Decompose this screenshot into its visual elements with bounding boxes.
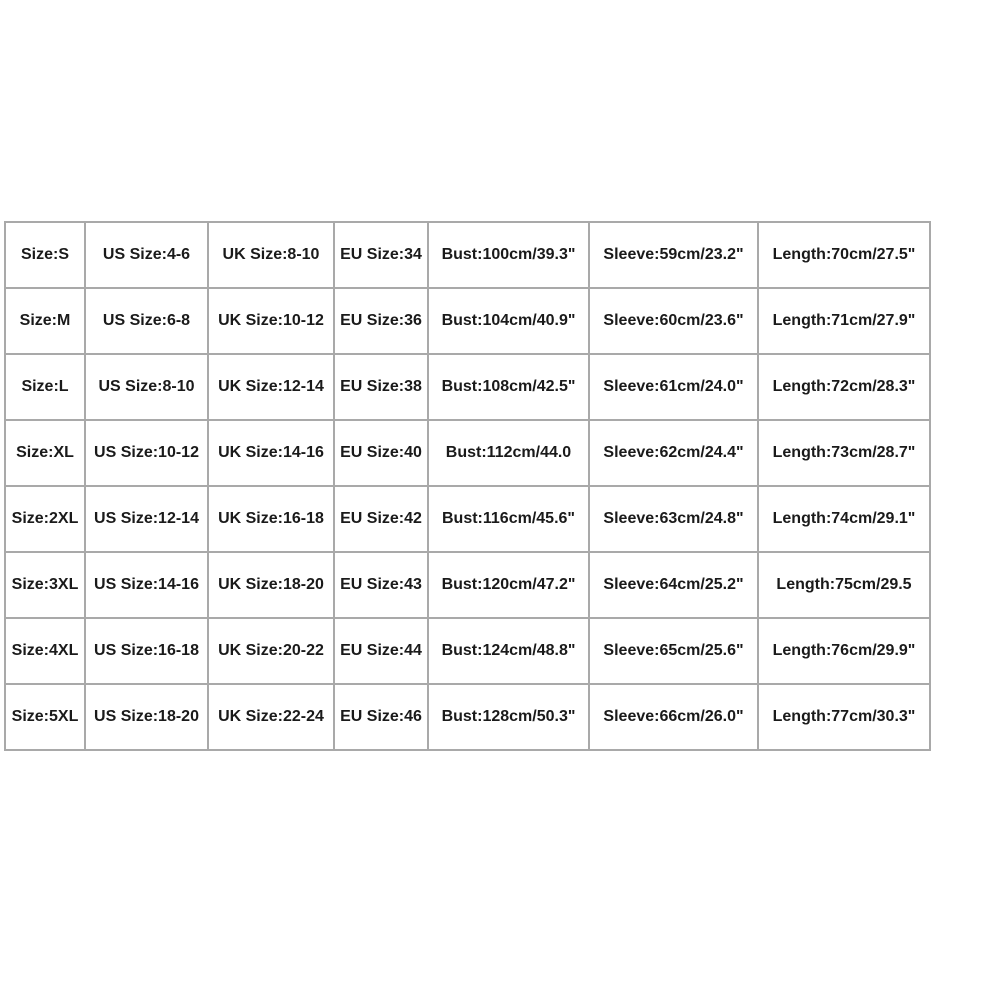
bust-cell: Bust:128cm/50.3"	[428, 684, 589, 750]
eu-size-cell: EU Size:40	[334, 420, 428, 486]
size-cell: Size:M	[5, 288, 85, 354]
size-cell: Size:XL	[5, 420, 85, 486]
sleeve-cell: Sleeve:63cm/24.8"	[589, 486, 758, 552]
eu-size-cell: EU Size:34	[334, 222, 428, 288]
us-size-cell: US Size:12-14	[85, 486, 208, 552]
sleeve-cell: Sleeve:61cm/24.0"	[589, 354, 758, 420]
uk-size-cell: UK Size:10-12	[208, 288, 334, 354]
length-cell: Length:73cm/28.7"	[758, 420, 930, 486]
us-size-cell: US Size:4-6	[85, 222, 208, 288]
us-size-cell: US Size:10-12	[85, 420, 208, 486]
size-cell: Size:3XL	[5, 552, 85, 618]
size-row	[5, 552, 930, 618]
size-cell: Size:L	[5, 354, 85, 420]
eu-size-cell: EU Size:44	[334, 618, 428, 684]
bust-cell: Bust:108cm/42.5"	[428, 354, 589, 420]
size-cell: Size:2XL	[5, 486, 85, 552]
uk-size-cell: UK Size:22-24	[208, 684, 334, 750]
sleeve-cell: Sleeve:64cm/25.2"	[589, 552, 758, 618]
length-cell: Length:70cm/27.5"	[758, 222, 930, 288]
length-cell: Length:71cm/27.9"	[758, 288, 930, 354]
bust-cell: Bust:112cm/44.0	[428, 420, 589, 486]
eu-size-cell: EU Size:36	[334, 288, 428, 354]
sleeve-cell: Sleeve:60cm/23.6"	[589, 288, 758, 354]
uk-size-cell: UK Size:12-14	[208, 354, 334, 420]
size-row	[5, 618, 930, 684]
sleeve-cell: Sleeve:59cm/23.2"	[589, 222, 758, 288]
bust-cell: Bust:124cm/48.8"	[428, 618, 589, 684]
size-cell: Size:5XL	[5, 684, 85, 750]
length-cell: Length:76cm/29.9"	[758, 618, 930, 684]
bust-cell: Bust:104cm/40.9"	[428, 288, 589, 354]
uk-size-cell: UK Size:14-16	[208, 420, 334, 486]
us-size-cell: US Size:14-16	[85, 552, 208, 618]
uk-size-cell: UK Size:16-18	[208, 486, 334, 552]
bust-cell: Bust:120cm/47.2"	[428, 552, 589, 618]
size-row	[5, 222, 930, 288]
us-size-cell: US Size:18-20	[85, 684, 208, 750]
length-cell: Length:75cm/29.5	[758, 552, 930, 618]
sleeve-cell: Sleeve:66cm/26.0"	[589, 684, 758, 750]
eu-size-cell: EU Size:42	[334, 486, 428, 552]
uk-size-cell: UK Size:20-22	[208, 618, 334, 684]
bust-cell: Bust:100cm/39.3"	[428, 222, 589, 288]
size-row	[5, 354, 930, 420]
size-row	[5, 486, 930, 552]
us-size-cell: US Size:6-8	[85, 288, 208, 354]
eu-size-cell: EU Size:38	[334, 354, 428, 420]
size-cell: Size:4XL	[5, 618, 85, 684]
sleeve-cell: Sleeve:65cm/25.6"	[589, 618, 758, 684]
length-cell: Length:74cm/29.1"	[758, 486, 930, 552]
us-size-cell: US Size:8-10	[85, 354, 208, 420]
eu-size-cell: EU Size:43	[334, 552, 428, 618]
size-chart-table	[4, 221, 931, 751]
length-cell: Length:72cm/28.3"	[758, 354, 930, 420]
size-row	[5, 420, 930, 486]
eu-size-cell: EU Size:46	[334, 684, 428, 750]
size-row	[5, 288, 930, 354]
uk-size-cell: UK Size:18-20	[208, 552, 334, 618]
uk-size-cell: UK Size:8-10	[208, 222, 334, 288]
length-cell: Length:77cm/30.3"	[758, 684, 930, 750]
us-size-cell: US Size:16-18	[85, 618, 208, 684]
sleeve-cell: Sleeve:62cm/24.4"	[589, 420, 758, 486]
bust-cell: Bust:116cm/45.6"	[428, 486, 589, 552]
size-row	[5, 684, 930, 750]
size-cell: Size:S	[5, 222, 85, 288]
